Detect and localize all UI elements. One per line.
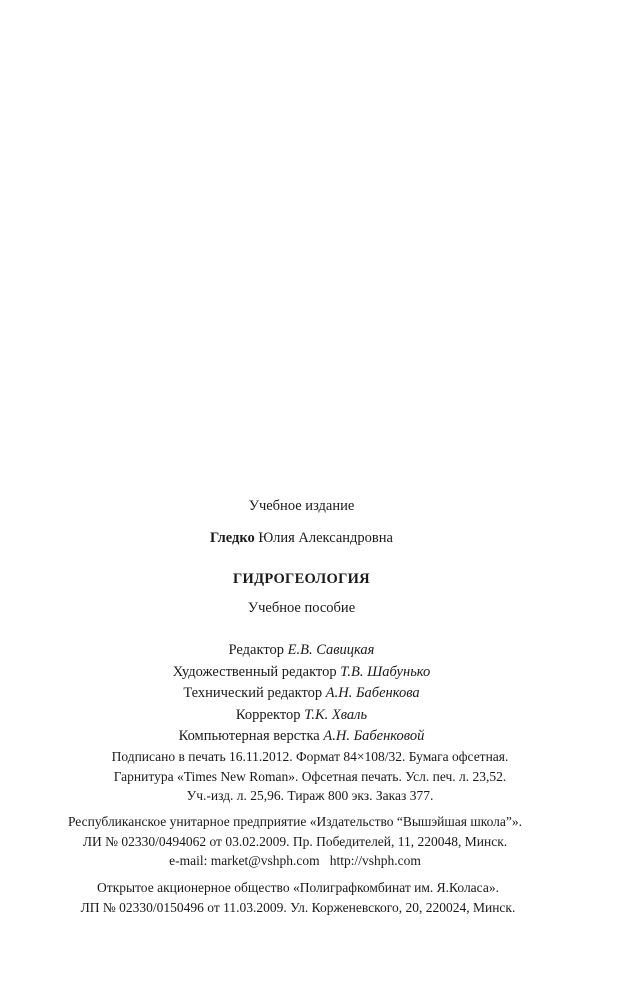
printer-info: [0, 878, 596, 917]
publisher-info: [0, 812, 590, 871]
print-info-line: Подписано в печать 16.11.2012. Формат 84×108/32. Бумага офсетная.: [111, 749, 509, 764]
credit-art-editor: [0, 662, 603, 684]
credit-name: Т.К. Хваль: [304, 706, 368, 723]
book-title: ГИДРОГЕОЛОГИЯ: [233, 571, 370, 587]
credit-role: Компьютерная верстка: [178, 728, 320, 744]
credit-name: Т.В. Шабунько: [340, 663, 431, 680]
credit-layout: [0, 726, 603, 748]
book-type: Учебное пособие: [247, 600, 356, 616]
credit-name: А.Н. Бабенковой: [323, 728, 425, 744]
publisher-info-line: Республиканское унитарное предприятие «Издательство “Вышэйшая школа”».: [67, 814, 523, 829]
credit-name: Е.В. Савицкая: [287, 642, 375, 658]
printer-info-line: ЛП № 02330/0150496 от 11.03.2009. Ул. Корженевского, 20, 220024, Минск.: [80, 899, 516, 915]
print-info-line: Уч.-изд. л. 25,96. Тираж 800 экз. Заказ 377.: [186, 788, 434, 803]
printer-info-line: Открытое акционерное общество «Полиграфкомбинат им. Я.Коласа».: [97, 880, 499, 895]
credit-role: Технический редактор: [183, 685, 323, 701]
edition-type: Учебное издание: [248, 498, 355, 514]
print-info: [0, 747, 620, 806]
author-given-names: Юлия Александровна: [258, 530, 393, 546]
credits-list: [0, 640, 603, 748]
publisher-info-line: ЛИ № 02330/0494062 от 03.02.2009. Пр. Победителей, 11, 220048, Минск.: [82, 833, 508, 849]
publisher-contacts: e-mail: market@vshph.com http://vshph.com: [169, 853, 421, 868]
print-info-line: Гарнитура «Times New Roman». Офсетная печать. Усл. печ. л. 23,52.: [113, 768, 507, 784]
credit-proofreader: [0, 705, 603, 727]
author-line: [0, 528, 603, 549]
credit-role: Редактор: [228, 642, 284, 658]
author-surname: Гледко: [210, 530, 255, 546]
credit-role: Художественный редактор: [172, 663, 337, 680]
credit-editor: [0, 640, 603, 662]
credit-name: А.Н. Бабенкова: [325, 685, 420, 701]
credit-role: Корректор: [235, 706, 301, 723]
credit-technical-editor: [0, 683, 603, 705]
